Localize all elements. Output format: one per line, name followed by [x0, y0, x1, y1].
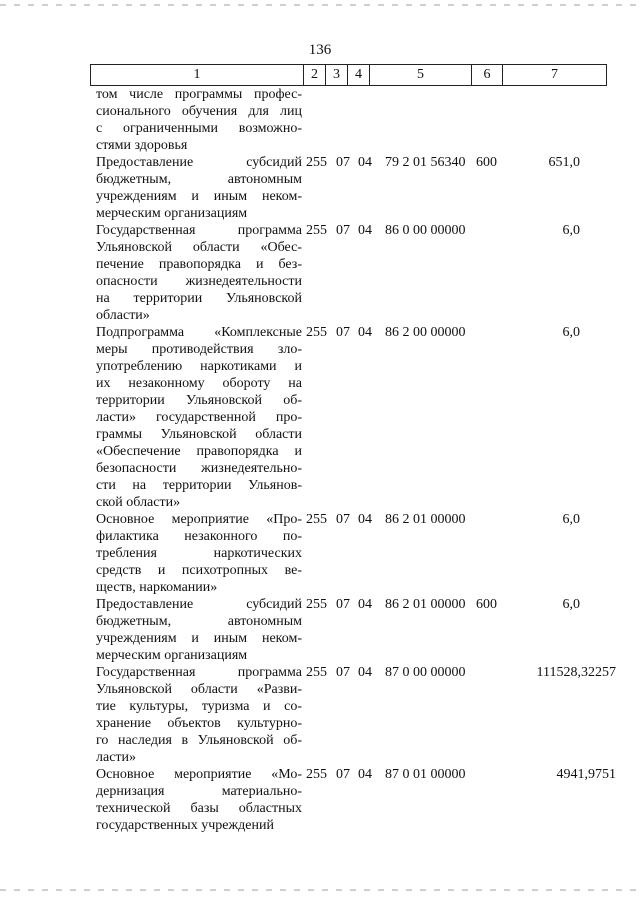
description-line: бюджетным, автономным	[96, 614, 302, 629]
scan-edge-bottom	[0, 889, 640, 891]
amount-value: 6,0	[562, 597, 580, 612]
ministry-code: 255	[306, 597, 327, 612]
section-code: 07	[336, 767, 350, 782]
description-line: сионального обучения для лиц	[96, 104, 302, 119]
table-row	[96, 511, 616, 596]
description-line: го наследия в Ульяновской об-	[96, 733, 302, 748]
description-line: Государственная программа	[96, 223, 302, 238]
ministry-code: 255	[306, 665, 327, 680]
page-number: 136	[308, 42, 332, 58]
description-line: Предоставление субсидий	[96, 597, 302, 612]
column-header-7: 7	[503, 65, 607, 86]
table-row	[96, 86, 616, 154]
description-line: Ульяновской области «Разви-	[96, 682, 302, 697]
description-line: дернизация материально-	[96, 784, 302, 799]
description-line: стями здоровья	[96, 138, 188, 153]
column-header-1: 1	[91, 65, 304, 86]
description-line: хранение объектов культурно-	[96, 716, 302, 731]
description-line: печение правопорядка и без-	[96, 257, 302, 272]
amount-value: 6,0	[562, 223, 580, 238]
description-line: безопасности жизнедеятельно-	[96, 461, 302, 476]
column-header-6: 6	[472, 65, 503, 86]
ministry-code: 255	[306, 767, 327, 782]
scan-edge-top	[0, 4, 640, 6]
description-line: употреблению наркотиками и	[96, 359, 302, 374]
expense-type-code: 600	[476, 155, 497, 170]
description-line: на территории Ульяновской	[96, 291, 302, 306]
description-line: Государственная программа	[96, 665, 302, 680]
description-line: требления наркотических	[96, 546, 302, 561]
row-description	[96, 154, 302, 222]
description-line: бюджетным, автономным	[96, 172, 302, 187]
section-code: 07	[336, 597, 350, 612]
table-row	[96, 596, 616, 664]
description-line: том числе программы профес-	[96, 87, 302, 102]
description-line: их незаконному обороту на	[96, 376, 302, 391]
description-line: средств и психотропных ве-	[96, 563, 302, 578]
description-line: ской области»	[96, 495, 181, 510]
subsection-code: 04	[358, 325, 372, 340]
description-line: филактика незаконного по-	[96, 529, 302, 544]
table-row	[96, 154, 616, 222]
column-header-3: 3	[326, 65, 348, 86]
table-row	[96, 222, 616, 324]
amount-value: 4941,9751	[556, 767, 616, 782]
table-row	[96, 664, 616, 766]
amount-value: 111528,32257	[536, 665, 616, 680]
column-header-row	[91, 65, 607, 86]
amount-value: 6,0	[562, 512, 580, 527]
target-article-code: 87 0 01 00000	[385, 767, 466, 782]
row-description	[96, 766, 302, 834]
budget-rows	[96, 86, 616, 834]
ministry-code: 255	[306, 223, 327, 238]
description-line: Ульяновской области «Обес-	[96, 240, 302, 255]
expense-type-code: 600	[476, 597, 497, 612]
description-line: ласти»	[96, 750, 137, 765]
description-line: «Обеспечение правопорядка и	[96, 444, 302, 459]
target-article-code: 86 2 00 00000	[385, 325, 466, 340]
description-line: сти на территории Ульянов-	[96, 478, 302, 493]
description-line: с ограниченными возможно-	[96, 121, 302, 136]
description-line: технической базы областных	[96, 801, 302, 816]
description-line: мерческим организациям	[96, 648, 248, 663]
ministry-code: 255	[306, 325, 327, 340]
row-description	[96, 511, 302, 596]
description-line: Основное мероприятие «Мо-	[96, 767, 302, 782]
subsection-code: 04	[358, 597, 372, 612]
target-article-code: 87 0 00 00000	[385, 665, 466, 680]
column-header-5: 5	[370, 65, 472, 86]
column-header-table	[90, 64, 607, 86]
column-header-4: 4	[348, 65, 370, 86]
description-line: Предоставление субсидий	[96, 155, 302, 170]
section-code: 07	[336, 512, 350, 527]
row-description	[96, 222, 302, 324]
description-line: ласти» государственной про-	[96, 410, 302, 425]
table-row	[96, 766, 616, 834]
section-code: 07	[336, 325, 350, 340]
description-line: государственных учреждений	[96, 818, 274, 833]
description-line: меры противодействия зло-	[96, 342, 302, 357]
row-description	[96, 324, 302, 511]
row-description	[96, 596, 302, 664]
target-article-code: 86 0 00 00000	[385, 223, 466, 238]
subsection-code: 04	[358, 223, 372, 238]
subsection-code: 04	[358, 665, 372, 680]
target-article-code: 79 2 01 56340	[385, 155, 466, 170]
subsection-code: 04	[358, 767, 372, 782]
target-article-code: 86 2 01 00000	[385, 512, 466, 527]
subsection-code: 04	[358, 155, 372, 170]
description-line: Основное мероприятие «Про-	[96, 512, 302, 527]
section-code: 07	[336, 223, 350, 238]
description-line: тие культуры, туризма и со-	[96, 699, 302, 714]
table-row	[96, 324, 616, 511]
section-code: 07	[336, 155, 350, 170]
section-code: 07	[336, 665, 350, 680]
description-line: учреждениям и иным неком-	[96, 631, 302, 646]
description-line: ществ, наркомании»	[96, 580, 218, 595]
description-line: учреждениям и иным неком-	[96, 189, 302, 204]
description-line: области»	[96, 308, 150, 323]
description-line: Подпрограмма «Комплексные	[96, 325, 302, 340]
description-line: граммы Ульяновской области	[96, 427, 302, 442]
amount-value: 651,0	[548, 155, 580, 170]
description-line: территории Ульяновской об-	[96, 393, 302, 408]
subsection-code: 04	[358, 512, 372, 527]
row-description	[96, 86, 302, 154]
description-line: опасности жизнедеятельности	[96, 274, 302, 289]
amount-value: 6,0	[562, 325, 580, 340]
row-description	[96, 664, 302, 766]
ministry-code: 255	[306, 512, 327, 527]
description-line: мерческим организациям	[96, 206, 248, 221]
column-header-2: 2	[304, 65, 326, 86]
ministry-code: 255	[306, 155, 327, 170]
target-article-code: 86 2 01 00000	[385, 597, 466, 612]
